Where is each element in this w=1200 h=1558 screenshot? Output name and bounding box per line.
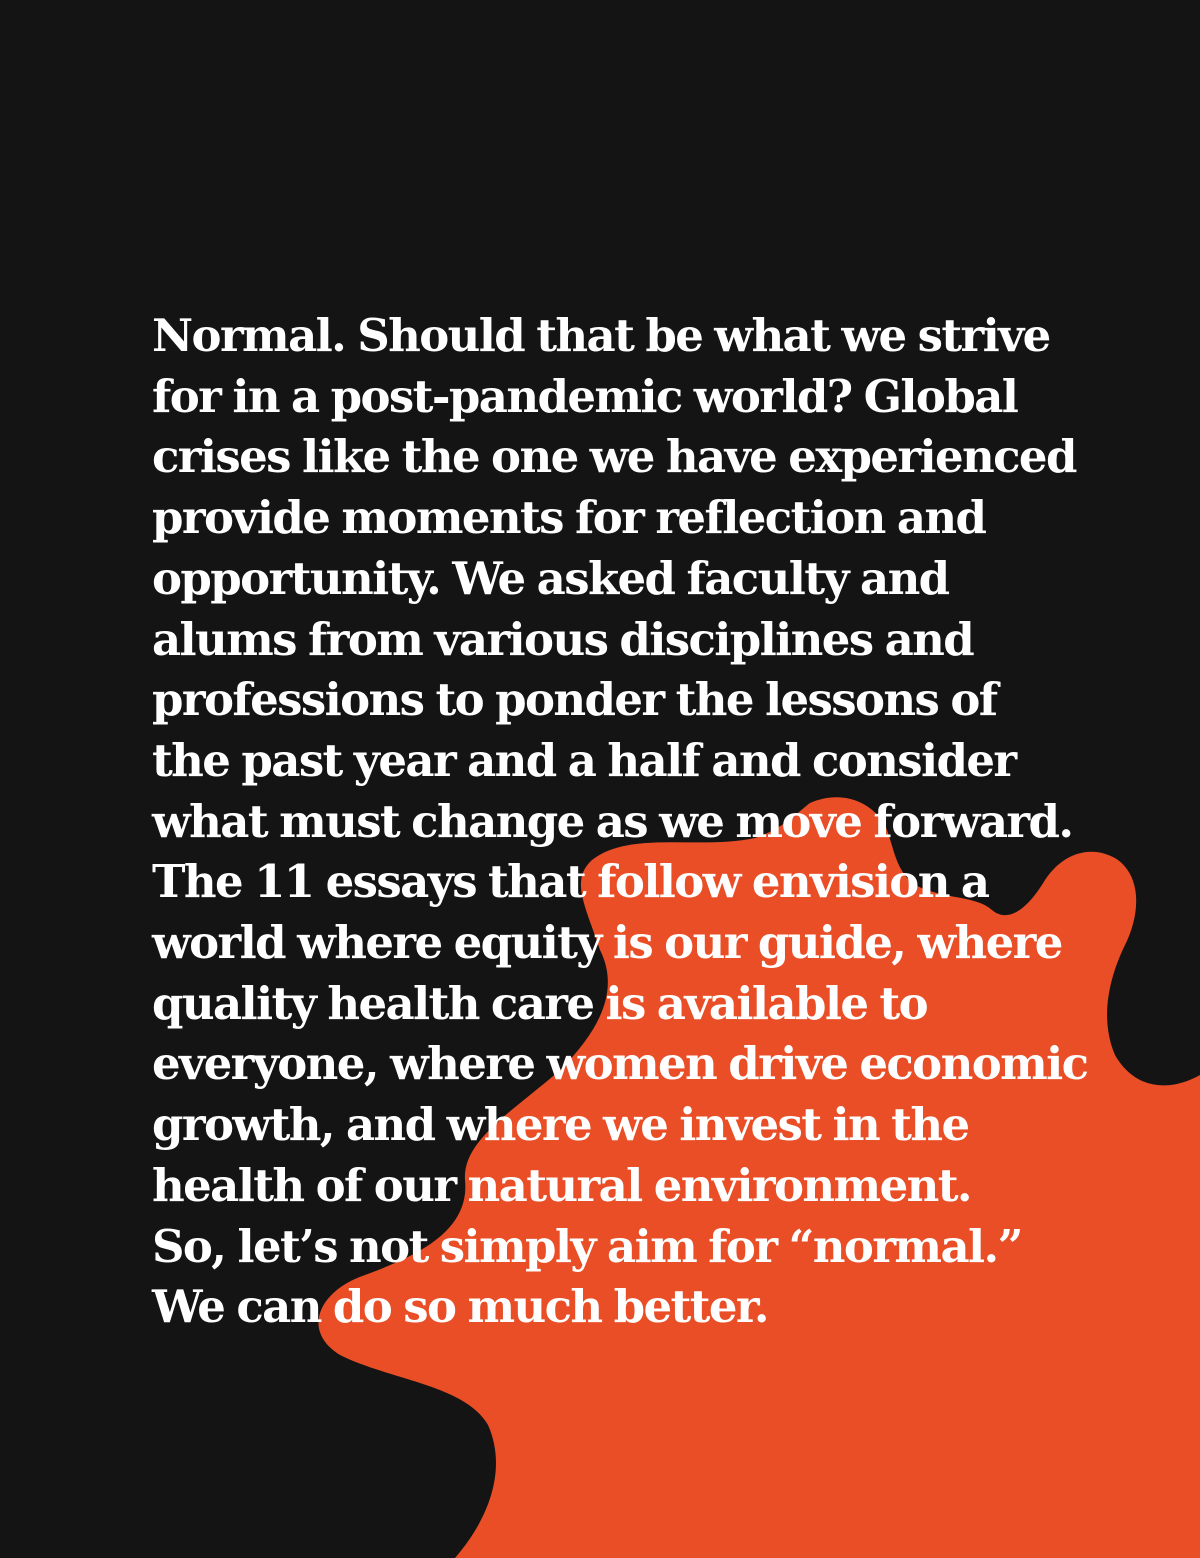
body-line: everyone, where women drive economic	[152, 1037, 1088, 1091]
body-line: So, let’s not simply aim for “normal.”	[152, 1219, 1022, 1273]
body-line: the past year and a half and consider	[152, 733, 1016, 787]
body-line: world where equity is our guide, where	[152, 916, 1062, 970]
body-line: alums from various disciplines and	[152, 612, 974, 666]
body-line: We can do so much better.	[152, 1280, 768, 1334]
body-line: quality health care is available to	[152, 976, 928, 1030]
body-line: for in a post-pandemic world? Global	[152, 369, 1018, 423]
body-line: Normal. Should that be what we strive	[152, 309, 1050, 362]
body-line: professions to ponder the lessons of	[152, 673, 997, 727]
body-line: opportunity. We asked faculty and	[152, 551, 949, 605]
body-line: growth, and where we invest in the	[152, 1098, 969, 1152]
body-paragraph	[152, 306, 1192, 1338]
body-line: The 11 essays that follow envision a	[152, 855, 989, 909]
body-line: what must change as we move forward.	[152, 794, 1073, 848]
body-line: provide moments for reflection and	[152, 491, 986, 545]
body-line: crises like the one we have experienced	[152, 430, 1076, 484]
body-line: health of our natural environment.	[152, 1158, 971, 1212]
